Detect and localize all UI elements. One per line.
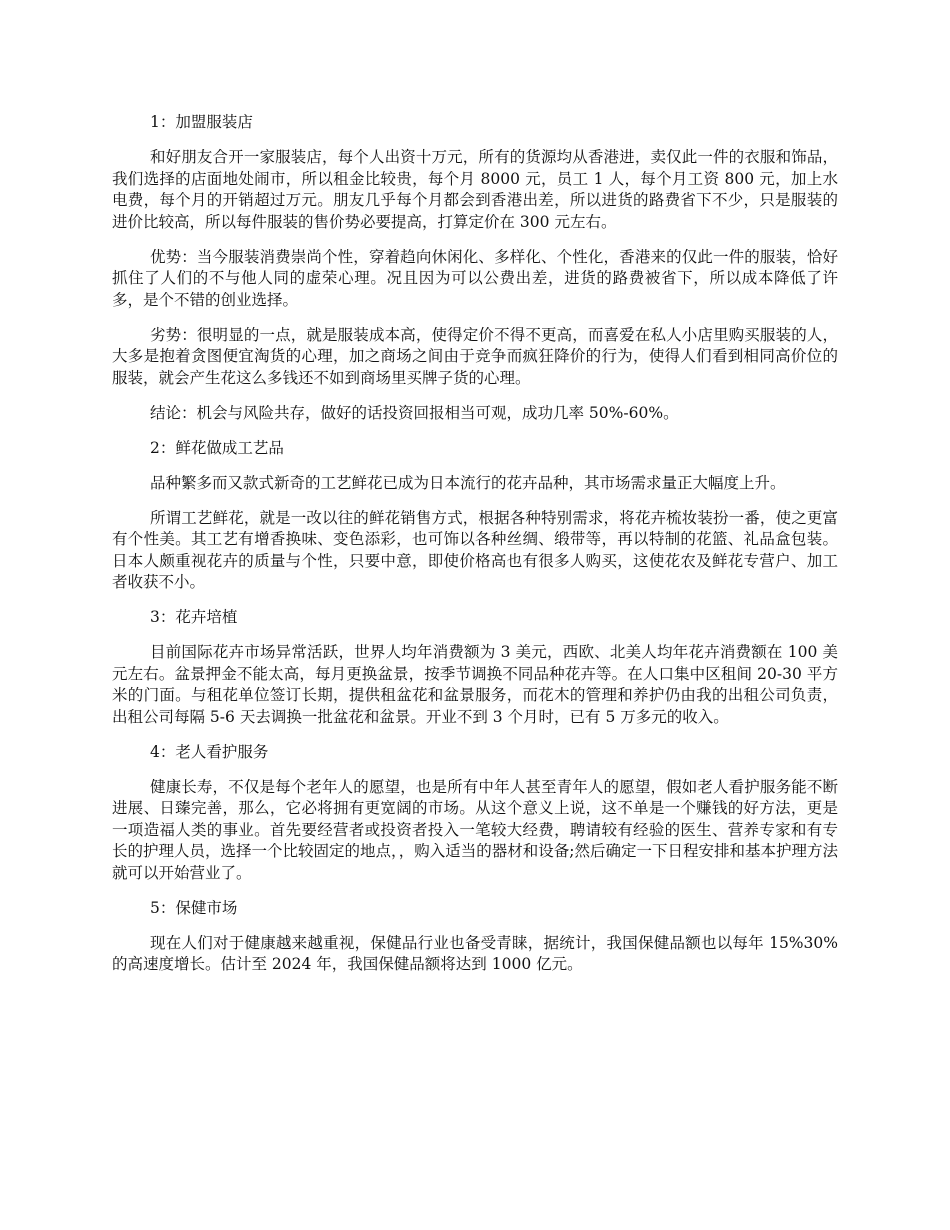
section-flower-crafts (112, 438, 838, 594)
section-flower-cultivation (112, 607, 838, 728)
paragraph: 和好朋友合开一家服装店，每个人出资十万元，所有的货源均从香港进，卖仅此一件的衣服和饰品，我们选择的店面地处闹市，所以租金比较贵，每个月 8000 元，员工 1 人，每个月工资 800 元，加上水电费，每个月的开销超过万元。朋友几乎每个月都会到香港出差，所以进货的路费省下不少，只是服装的进价比较高，所以每件服装的售价势必要提高，打算定价在 300 元左右。 (112, 148, 838, 231)
paragraph: 优势：当今服装消费崇尚个性，穿着趋向休闲化、多样化、个性化，香港来的仅此一件的服装，恰好抓住了人们的不与他人同的虚荣心理。况且因为可以公费出差，进货的路费被省下，所以成本降低了许多，是个不错的创业选择。 (112, 247, 838, 309)
section-heading: 4：老人看护服务 (150, 742, 269, 761)
section-clothing-store (112, 112, 838, 424)
section-elderly-care (112, 742, 838, 885)
section-heading: 3：花卉培植 (150, 608, 238, 626)
paragraph: 所谓工艺鲜花，就是一改以往的鲜花销售方式，根据各种特别需求，将花卉梳妆装扮一番，使之更富有个性美。其工艺有增香换味、变色添彩，也可饰以各种丝绸、缎带等，再以特制的花篮、礼品盒包装。日本人颇重视花卉的质量与个性，只要中意，即使价格高也有很多人购买，这使花农及鲜花专营户、加工者收获不小。 (112, 508, 838, 591)
document-page (112, 112, 838, 989)
section-health-market (112, 898, 838, 976)
paragraph: 结论：机会与风险共存，做好的话投资回报相当可观，成功几率 50%-60%。 (150, 403, 679, 422)
paragraph: 劣势：很明显的一点，就是服装成本高，使得定价不得不更高，而喜爱在私人小店里购买服装的人，大多是抱着贪图便宜淘货的心理，加之商场之间由于竞争而疯狂降价的行为，使得人们看到相同高价位的服装，就会产生花这么多钱还不如到商场里买牌子货的心理。 (112, 325, 838, 387)
section-heading: 1：加盟服装店 (150, 113, 253, 131)
paragraph: 现在人们对于健康越来越重视，保健品行业也备受青睐，据统计，我国保健品额也以每年 15%30%的高速度增长。估计至 2024 年，我国保健品额将达到 1000 亿元。 (112, 933, 838, 973)
paragraph: 目前国际花卉市场异常活跃，世界人均年消费额为 3 美元，西欧、北美人均年花卉消费额在 100 美元左右。盆景押金不能太高，每月更换盆景，按季节调换不同品种花卉等。在人口集中区租间 20-30 平方米的门面。与租花单位签订长期，提供租盆花和盆景服务，而花木的管理和养护仍由我的出租公司负责，出租公司每隔 5-6 天去调换一批盆花和盆景。开业不到 3 个月时，已有 5 万多元的收入。 (112, 643, 838, 726)
paragraph: 品种繁多而又款式新奇的工艺鲜花已成为日本流行的花卉品种，其市场需求量正大幅度上升。 (150, 473, 786, 492)
section-heading: 2：鲜花做成工艺品 (150, 438, 284, 457)
section-heading: 5：保健市场 (150, 898, 238, 917)
paragraph: 健康长寿，不仅是每个老年人的愿望，也是所有中年人甚至青年人的愿望，假如老人看护服务能不断进展、日臻完善，那么，它必将拥有更宽阔的市场。从这个意义上说，这不单是一个赚钱的好方法，更是一项造福人类的事业。首先要经营者或投资者投入一笔较大经费，聘请较有经验的医生、营养专家和有专长的护理人员，选择一个比较固定的地点，，购入适当的器材和设备;然后确定一下日程安排和基本护理方法就可以开始营业了。 (112, 777, 838, 882)
